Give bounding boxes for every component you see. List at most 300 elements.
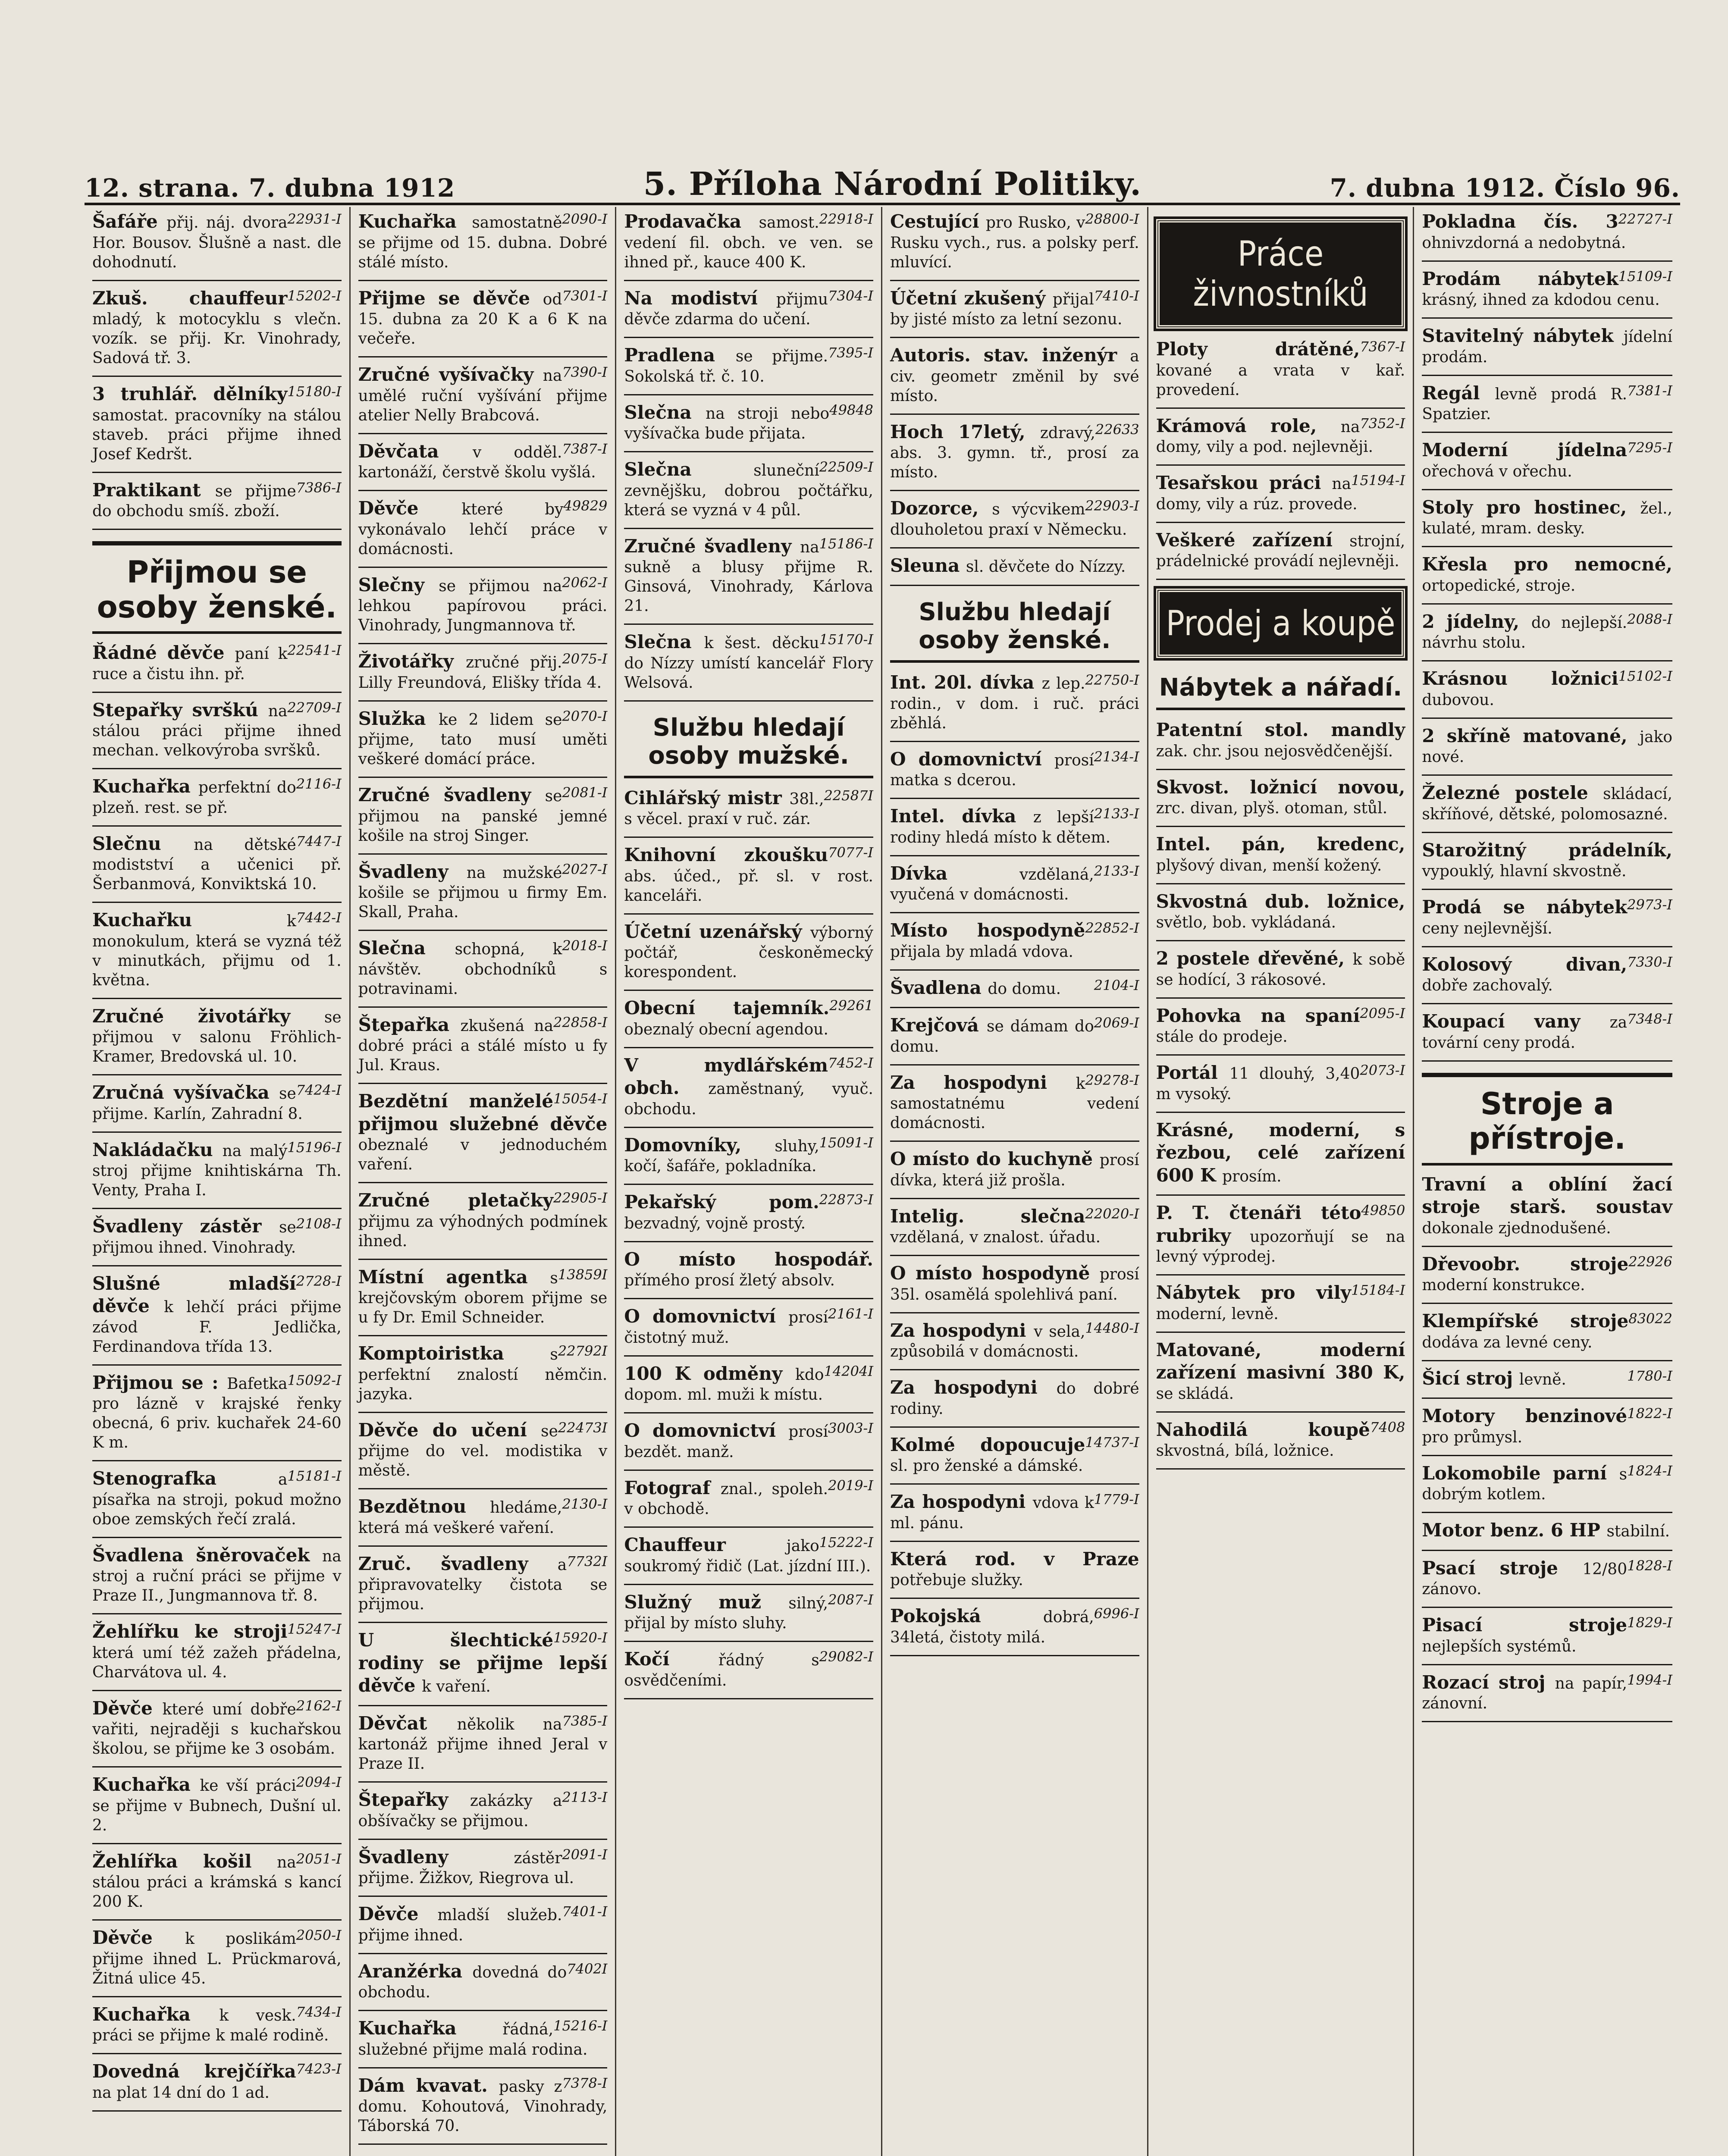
ad-text: se přijmou ihned. Vinohrady. [92, 1219, 296, 1257]
ad-number: 15102-I [1618, 668, 1672, 684]
ad-divider [624, 1298, 873, 1299]
ad-number: 22473I [558, 1419, 608, 1436]
classified-ad [358, 937, 608, 999]
ad-number: 83022 [1628, 1310, 1672, 1327]
ad-title: Za hospodyni [890, 1377, 1057, 1398]
ad-title: Kuchařka [358, 2018, 503, 2039]
ad-divider [92, 998, 342, 999]
ad-number: 15202-I [287, 287, 342, 304]
ad-title: Moderní jídelna [1422, 439, 1628, 461]
ad-text: k sobě se hodící, 3 rákosové. [1156, 951, 1405, 989]
classified-ad [358, 364, 608, 425]
ad-divider [358, 433, 608, 434]
ad-text: s krejčovským oborem přijme se u fy Dr. Emil Schneider. [358, 1269, 608, 1326]
ad-number: 2070-I [562, 708, 608, 724]
ad-divider [1422, 1721, 1672, 1722]
ad-text: zrc. divan, plyš. otoman, stůl. [1156, 799, 1388, 817]
classified-ad [1422, 1367, 1672, 1390]
classified-ad [92, 1850, 342, 1912]
ad-divider [890, 1369, 1139, 1370]
ad-text: samostat. pracovníky na stálou staveb. práci přijme ihned Josef Kedršt. [92, 406, 342, 463]
ad-number: 2087-I [828, 1591, 873, 1608]
ad-text: stabilní. [1606, 1523, 1670, 1540]
column-5 [1148, 207, 1414, 2156]
section-heading: Přijmou se osoby ženské. [92, 541, 342, 634]
ad-text: jako soukromý řidič (Lat. jízdní III.). [624, 1537, 871, 1575]
ad-divider [890, 1598, 1139, 1599]
ad-number: 1779-I [1094, 1491, 1139, 1507]
ad-title: Skvostná dub. ložnice, [1156, 890, 1405, 912]
ad-text: ke vší práci se přijme v Bubnech, Dušní ul. 2. [92, 1777, 342, 1834]
classified-ad [624, 787, 873, 829]
ad-divider [92, 768, 342, 769]
classified-ad [1156, 1062, 1405, 1104]
ad-title: 2 jídelny, [1422, 611, 1531, 632]
ad-text: řádný s osvědčeními. [624, 1651, 819, 1689]
ad-divider [92, 1766, 342, 1767]
ad-divider [624, 337, 873, 338]
ad-number: 22852-I [1085, 920, 1139, 936]
classified-ad [890, 1148, 1139, 1190]
ad-divider [1422, 1398, 1672, 1399]
ad-title: Krámová role, [1156, 415, 1341, 436]
classified-ad [358, 1342, 608, 1404]
ad-text: zástěr přijme. Žižkov, Riegrova ul. [358, 1849, 574, 1887]
ad-number: 15196-I [287, 1139, 342, 1156]
ad-number: 29278-I [1085, 1072, 1139, 1088]
ad-title: Děvče [92, 1697, 163, 1719]
ad-number: 14204I [824, 1363, 873, 1379]
ad-text: k monokulum, která se vyzná též v minutkách, přijmu od 1. května. [92, 912, 342, 989]
classified-ad [1156, 338, 1405, 400]
classified-ad [1156, 1419, 1405, 1461]
ad-divider [358, 1083, 608, 1084]
ad-number: 7304-I [828, 287, 873, 304]
ad-text: vzdělaná, v znalost. úřadu. [890, 1228, 1101, 1246]
ad-divider [624, 700, 873, 702]
classified-ad [890, 805, 1139, 847]
ad-title: Koupací vany [1422, 1011, 1610, 1032]
ad-number: 7378-I [562, 2075, 608, 2091]
classified-ad [1156, 719, 1405, 761]
ad-divider [1422, 1512, 1672, 1513]
ad-text: paní k ruce a čistu ihn. př. [92, 645, 288, 683]
classified-ad [1422, 210, 1672, 253]
ad-text: plyšový divan, menší kožený. [1156, 856, 1382, 874]
ad-title: Služka [358, 708, 439, 729]
ad-divider [624, 1470, 873, 1471]
ad-text: obeznalý obecní agendou. [624, 1020, 828, 1038]
ad-divider [358, 490, 608, 491]
ad-divider [1156, 1274, 1405, 1275]
ad-text: pasky z domu. Kohoutová, Vinohrady, Táborská 70. [358, 2078, 608, 2135]
ad-title: Děvčata [358, 440, 473, 462]
ad-text: výborný počtář, českoněmecký korespondent. [624, 924, 873, 981]
ad-title: Dozorce, [890, 498, 992, 519]
ad-divider [358, 1781, 608, 1783]
classified-ad [624, 1305, 873, 1348]
ad-text: levně. [1519, 1370, 1566, 1388]
classified-ad [1422, 439, 1672, 481]
classified-ad [358, 1789, 608, 1831]
ad-divider [890, 547, 1139, 548]
ad-title: Zručné švadleny [358, 784, 545, 805]
ad-divider [358, 2010, 608, 2011]
classified-ad [890, 862, 1139, 905]
ad-title: Stepařky svrškú [92, 699, 268, 721]
ad-text: na sukně a blusy přijme R. Ginsová, Vinohrady, Kárlova 21. [624, 538, 873, 615]
ad-divider [358, 853, 608, 855]
ad-text: samostatně se přijme od 15. dubna. Dobré stálé místo. [358, 214, 608, 271]
ad-text: dokonale zjednodušené. [1422, 1219, 1611, 1237]
ad-number: 2069-I [1094, 1015, 1139, 1031]
ad-number: 29261 [829, 997, 873, 1014]
ad-divider [624, 624, 873, 625]
ad-number: 13859I [558, 1266, 608, 1283]
ad-number: 2019-I [828, 1477, 873, 1494]
ad-text: dubovou. [1422, 691, 1494, 709]
classified-ad [1422, 667, 1672, 710]
ad-number: 22020-I [1085, 1205, 1139, 1222]
ad-divider [358, 567, 608, 568]
ad-text: se přijmou v salonu Fröhlich-Kramer, Bredovská ul. 10. [92, 1008, 342, 1065]
classified-ad [358, 1090, 608, 1174]
ad-number: 2095-I [1360, 1005, 1405, 1022]
ad-divider [890, 1483, 1139, 1485]
ad-number: 15216-I [553, 2018, 608, 2034]
ad-title: Intel. dívka [890, 805, 1033, 827]
ad-title: Intel. pán, kredenc, [1156, 834, 1405, 855]
ad-number: 49850 [1361, 1202, 1405, 1219]
ad-number: 1828-I [1627, 1557, 1672, 1574]
ad-divider [1422, 375, 1672, 376]
ad-divider [890, 1141, 1139, 1142]
ad-text: skládací, skříňové, dětské, polomosazné. [1422, 785, 1672, 823]
ad-number: 22903-I [1085, 498, 1139, 514]
ad-title: Která rod. v Praze [890, 1548, 1139, 1570]
ad-number: 29082-I [819, 1648, 873, 1665]
ad-number: 14480-I [1085, 1319, 1139, 1336]
classified-ad [92, 1467, 342, 1529]
classified-ad [624, 1191, 873, 1233]
ad-title: Prodá se nábytek [1422, 896, 1628, 918]
ad-title: Děvčat [358, 1712, 457, 1734]
ad-text: na umělé ruční vyšívání přijme atelier Nelly Brabcová. [358, 367, 608, 424]
classified-ad [624, 1648, 873, 1690]
classified-ad [358, 2017, 608, 2059]
ad-text: se přijme do vel. modistika v městě. [358, 1422, 608, 1479]
ad-divider [624, 528, 873, 529]
ad-divider [890, 585, 1139, 586]
ad-divider [624, 1241, 873, 1242]
ad-title: Za hospodyni [890, 1491, 1033, 1512]
ad-text: která umí též zažeh přádelna, Charvátova ul. 4. [92, 1644, 342, 1681]
ad-divider [1156, 769, 1405, 770]
ad-title: Kuchařka [358, 211, 472, 232]
ad-title: Účetní uzenářský [624, 921, 810, 942]
ad-title: O domovnictví [890, 748, 1054, 770]
ad-divider [624, 1698, 873, 1699]
ad-text: silný, přijal by místo sluhy. [624, 1594, 828, 1632]
ad-divider [1422, 1664, 1672, 1665]
ad-text: na dětské modistství a učenici př. Šerbanmová, Konviktská 10. [92, 836, 342, 893]
section-heading: Stroje a přístroje. [1422, 1073, 1672, 1166]
ad-text: na stálou práci a krámská s kancí 200 K. [92, 1853, 342, 1911]
ad-number: 2116-I [296, 776, 342, 792]
ad-number: 2108-I [296, 1216, 342, 1232]
ad-text: přijmu děvče zdarma do učení. [624, 290, 828, 328]
ad-divider [890, 280, 1139, 281]
classified-ad [358, 1419, 608, 1481]
classified-ad [624, 631, 873, 693]
classified-ad [624, 1477, 873, 1519]
ad-text: znal., spoleh. v obchodě. [624, 1480, 828, 1518]
ad-divider [1422, 603, 1672, 605]
ad-text: ořechová v ořechu. [1422, 462, 1572, 480]
classified-ad [624, 997, 873, 1039]
ad-title: Přijme se děvče [358, 287, 543, 309]
ad-divider [1156, 579, 1405, 580]
ad-text: skvostná, bílá, ložnice. [1156, 1442, 1334, 1460]
ad-title: Děvče [92, 1927, 185, 1948]
ad-title: Zruč. švadleny [358, 1553, 558, 1574]
classified-ad [358, 2075, 608, 2136]
ad-title: Kuchařka [92, 776, 198, 797]
ad-text: bezvadný, vojně prostý. [624, 1214, 806, 1232]
ad-divider [1156, 522, 1405, 523]
ad-number: 15920-I [553, 1630, 608, 1646]
ad-text: vdova k ml. pánu. [890, 1494, 1094, 1532]
ad-divider [92, 1364, 342, 1366]
ad-number: 7447-I [296, 833, 342, 849]
ad-text: vypouklý, hlavní skvostně. [1422, 862, 1627, 880]
ad-number: 7077-I [828, 844, 873, 861]
classified-ad [890, 977, 1139, 1000]
ad-text: prosí dívka, která již prošla. [890, 1151, 1139, 1189]
ad-text: na mužské košile se přijmou u firmy Em. Skall, Praha. [358, 864, 608, 921]
ad-text: a písařka na stroji, pokud možno oboe zemských řečí zralá. [92, 1471, 342, 1528]
ad-text: 12/80 zánovo. [1422, 1560, 1628, 1598]
ad-number: 7732I [567, 1553, 608, 1570]
ad-divider [1156, 940, 1405, 941]
ad-title: Zručné vyšívačky [358, 364, 543, 385]
ad-title: Rozací stroj [1422, 1671, 1555, 1693]
ad-text: z lep. rodin., v dom. i ruč. práci zběhlá. [890, 675, 1139, 732]
ad-title: Kolmé dopoucuje [890, 1434, 1085, 1455]
classified-ad [92, 1005, 342, 1067]
ad-title: Chauffeur [624, 1534, 787, 1555]
ad-number: 1822-I [1627, 1405, 1672, 1422]
ad-number: 14737-I [1085, 1434, 1139, 1451]
ad-text: do domu. [988, 980, 1061, 998]
classified-ad [624, 1420, 873, 1462]
ad-divider [1156, 1411, 1405, 1413]
ad-number: 7348-I [1627, 1011, 1672, 1027]
classified-ad [92, 833, 342, 894]
ad-title: Motor benz. 6 HP [1422, 1520, 1607, 1541]
ad-divider [358, 1488, 608, 1489]
ad-text: mladý, k motocyklu s vlečn. vozík. se přij. Kr. Vinohrady, Sadová tř. 3. [92, 310, 342, 367]
ad-title: Děvče [358, 498, 462, 519]
ad-number: 22587I [824, 787, 873, 804]
ad-number: 2050-I [296, 1927, 342, 1943]
classified-ad [1156, 890, 1405, 933]
classified-ad [92, 383, 342, 464]
ad-text: v sela, způsobilá v domácnosti. [890, 1322, 1085, 1360]
classified-ad [358, 1846, 608, 1888]
ad-title: Prodám nábytek [1422, 268, 1618, 289]
classified-ad [1422, 496, 1672, 539]
ad-divider [624, 837, 873, 838]
ad-number: 2130-I [562, 1496, 608, 1512]
ad-number: 22541-I [287, 642, 342, 658]
classified-ad [358, 1495, 608, 1538]
column-4 [882, 207, 1148, 2156]
ad-text: samost. vedení fil. obch. ve ven. se ihned př., kauce 400 K. [624, 214, 873, 271]
classified-ad [358, 861, 608, 922]
ad-text: zaměstnaný, vyuč. obchodu. [624, 1080, 873, 1118]
ad-divider [1422, 1360, 1672, 1361]
ad-title: Šafáře [92, 211, 167, 232]
ad-title: Skvost. ložnicí novou, [1156, 776, 1405, 798]
ad-divider [358, 1545, 608, 1547]
ad-title: Švadlena [890, 977, 988, 998]
ad-title: Zručné švadleny [624, 535, 800, 557]
ad-number: 7434-I [296, 2003, 342, 2020]
ad-divider [890, 969, 1139, 971]
column-3 [616, 207, 882, 2156]
classified-ad [358, 784, 608, 846]
ad-title: Štepařky [358, 1789, 470, 1810]
ad-number: 6996-I [1094, 1605, 1139, 1622]
ad-divider [1156, 1112, 1405, 1113]
ad-text: světlo, bob. vykládaná. [1156, 914, 1336, 931]
ad-divider [1422, 1550, 1672, 1551]
ad-text: moderní konstrukce. [1422, 1276, 1585, 1294]
subsection-heading: Službu hledají osoby ženské. [890, 592, 1139, 663]
classified-ad [92, 1774, 342, 1835]
classified-ad [890, 1605, 1139, 1647]
ad-title: V mydlářském obch. [624, 1054, 828, 1098]
classified-ad [92, 1697, 342, 1759]
classified-ad [624, 1248, 873, 1291]
ad-text: které by vykonávalo lehčí práce v domácnosti. [358, 501, 608, 558]
ad-divider [1156, 1054, 1405, 1056]
classified-ad [358, 708, 608, 769]
classified-ad [1422, 1557, 1672, 1599]
ad-number: 15091-I [819, 1134, 873, 1151]
ad-title: Pokojská [890, 1605, 1043, 1626]
ad-title: Zkuš. chauffeur [92, 287, 288, 309]
ad-title: Služný muž [624, 1591, 789, 1613]
ad-title: Fotograf [624, 1477, 721, 1498]
ad-number: 15194-I [1351, 472, 1405, 489]
ad-text: jako nové. [1422, 728, 1672, 766]
ad-title: Řádné děvče [92, 642, 235, 663]
column-2 [351, 207, 617, 2156]
ad-divider [890, 798, 1139, 799]
ad-number: 15092-I [287, 1372, 342, 1388]
ad-text: na stroj a ruční práci se přijme v Praze II., Jungmannova tř. 8. [92, 1547, 342, 1604]
ad-number: 7401-I [562, 1903, 608, 1920]
ad-text: abs. účed., př. sl. v rost. kanceláři. [624, 867, 873, 905]
ad-text: přij. náj. dvora Hor. Bousov. Šlušně a nast. dle dohodnutí. [92, 214, 342, 271]
ad-text: se přijmou na panské jemné košile na stroj Singer. [358, 787, 608, 845]
ad-title: Slečna [624, 631, 704, 652]
ad-title: Veškeré zařízení [1156, 529, 1350, 551]
ad-divider [358, 2067, 608, 2068]
ad-divider [1422, 432, 1672, 433]
classified-ad [358, 1014, 608, 1075]
ad-text: zručné přij. Lilly Freundová, Elišky třída 4. [358, 654, 602, 692]
ad-title: Slečnu [92, 833, 194, 854]
ad-divider [1156, 407, 1405, 409]
ad-divider [358, 643, 608, 644]
ad-number: 7387-I [562, 440, 608, 457]
ad-number: 22905-I [553, 1190, 608, 1206]
ad-divider [92, 1460, 342, 1461]
ad-divider [1156, 883, 1405, 884]
ad-title: Portál [1156, 1062, 1229, 1083]
ad-title: Cihlářský mistr [624, 787, 790, 808]
classified-ad [890, 421, 1139, 483]
ad-number: 22709-I [287, 699, 342, 716]
ad-number: 7408 [1370, 1419, 1405, 1435]
ad-number: 15186-I [819, 535, 873, 552]
ad-divider [1422, 660, 1672, 661]
ad-title: Komptoiristka [358, 1343, 550, 1364]
ad-text: ohnivzdorná a nedobytná. [1422, 234, 1626, 252]
classified-ad [358, 1960, 608, 2002]
classified-ad [890, 1262, 1139, 1304]
ad-title: Bezdětní manželé přijmou služebné děvče [358, 1091, 608, 1134]
ad-number: 22918-I [819, 211, 873, 227]
classified-ad [890, 287, 1139, 329]
ad-number: 7385-I [562, 1712, 608, 1729]
ad-text: na malý stroj přijme knihtiskárna Th. Venty, Praha I. [92, 1142, 342, 1199]
ad-number: 15222-I [819, 1534, 873, 1551]
ad-title: Krejčová [890, 1015, 987, 1036]
ad-title: Intelig. slečna [890, 1205, 1085, 1227]
ad-divider [92, 1613, 342, 1614]
classified-ad [1422, 1614, 1672, 1656]
ad-title: Domovníky, [624, 1134, 775, 1156]
ad-text: dobrá, 34letá, čistoty milá. [890, 1608, 1094, 1646]
ad-text: zdravý, abs. 3. gymn. tř., prosí za místo. [890, 424, 1139, 481]
ad-divider [358, 1622, 608, 1623]
ad-number: 22931-I [287, 211, 342, 227]
classified-ad [624, 1534, 873, 1576]
ad-divider [890, 1312, 1139, 1313]
ad-number: 15109-I [1618, 268, 1672, 285]
ad-number: 1994-I [1627, 1671, 1672, 1688]
classified-ad [890, 210, 1139, 272]
ad-divider [1156, 1194, 1405, 1196]
ad-title: Za hospodyni [890, 1072, 1076, 1093]
ad-title: Švadleny [358, 1846, 514, 1868]
ad-text: kované a vrata v kař. provedení. [1156, 361, 1405, 399]
classified-ad [890, 919, 1139, 962]
classified-ad [1422, 1253, 1672, 1295]
ad-divider [1422, 1003, 1672, 1004]
ad-title: Obecní tajemník. [624, 997, 830, 1018]
classified-ad [1422, 782, 1672, 824]
ad-title: Kuchařku [92, 909, 287, 931]
ad-text: k vaření. [422, 1678, 491, 1695]
ad-divider [358, 1259, 608, 1260]
ad-divider [92, 376, 342, 377]
ad-divider [1422, 489, 1672, 490]
